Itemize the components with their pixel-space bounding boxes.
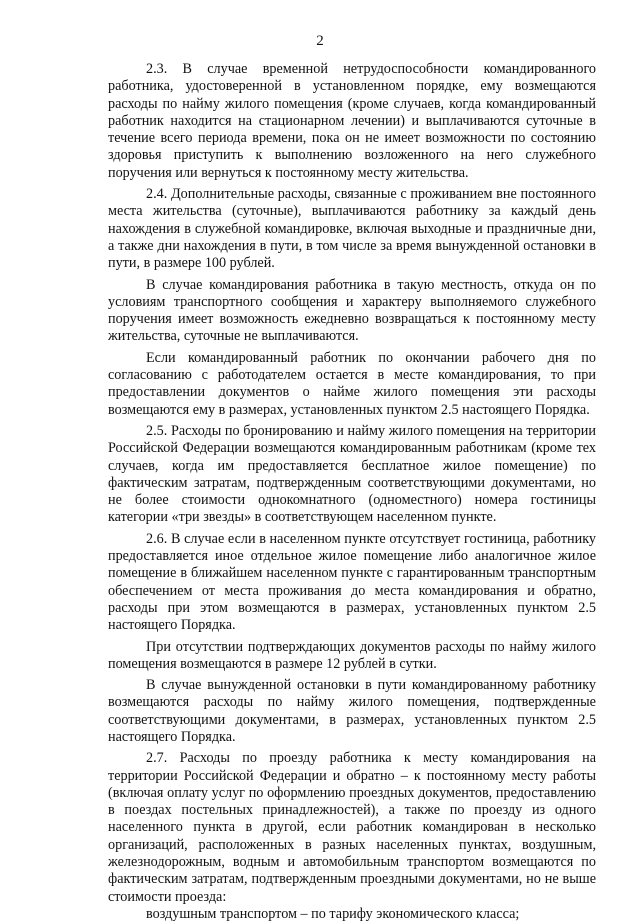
paragraph-2-6: 2.6. В случае если в населенном пункте отсутствует гостиница, работнику предоставляется иное отдельное жилое помещение либо аналогичное жилое помещение в ближайшем населенном пункте с гарантированным транспортным обеспечением от места проживания до места командирования и обратно, расходы при этом возмещаются в размерах, установленных пунктом 2.5 настоящего Порядка. <box>108 530 596 634</box>
paragraph-2-3: 2.3. В случае временной нетрудоспособности командированного работника, удостоверенной в установленном порядке, ему возмещаются расходы по найму жилого помещения (кроме случаев, когда командированный работник находится на стационарном лечении) и выплачиваются суточные в течение всего периода времени, пока он не имеет возможности по состоянию здоровья приступить к выполнению возложенного на него служебного поручения или вернуться к постоянному месту жительства. <box>108 61 596 181</box>
paragraph-2-4-daily-return: В случае командирования работника в такую местность, откуда он по условиям транспортного сообщения и характеру выполняемого служебного поручения имеет возможность ежедневно возвращаться к постоянному месту жительства, суточные не выплачиваются. <box>108 276 596 345</box>
paragraph-2-4: 2.4. Дополнительные расходы, связанные с проживанием вне постоянного места жительства (суточные), выплачиваются работнику за каждый день нахождения в служебной командировке, включая выходные и праздничные дни, а также дни нахождения в пути, в том числе за время вынужденной остановки в пути, в размере 100 рублей. <box>108 186 596 272</box>
document-body <box>108 61 596 923</box>
paragraph-2-6-forced-stop: В случае вынужденной остановки в пути командированному работнику возмещаются расходы по найму жилого помещения, подтвержденные соответствующими документами, в размерах, установленных пунктом 2.5 настоящего Порядка. <box>108 677 596 745</box>
paragraph-2-6-no-documents: При отсутствии подтверждающих документов расходы по найму жилого помещения возмещаются в размере 12 рублей в сутки. <box>108 638 596 672</box>
page-number: 2 <box>316 33 324 49</box>
paragraph-2-7: 2.7. Расходы по проезду работника к месту командирования на территории Российской Федерации и обратно – к постоянному месту работы (включая оплату услуг по оформлению проездных документов, предоставлению в поездах постельных принадлежностей), а также по проезду из одного населенного пункта в другой, если работник командирован в несколько организаций, расположенных в разных населенных пунктах, воздушным, железнодорожным, водным и автомобильным транспортом возмещаются по фактическим затратам, подтвержденным проездными документами, но не выше стоимости проезда: <box>108 750 596 905</box>
paragraph-2-5: 2.5. Расходы по бронированию и найму жилого помещения на территории Российской Федерации возмещаются командированным работникам (кроме тех случаев, когда им предоставляется бесплатное жилое помещение) по фактическим затратам, подтвержденным соответствующими документами, но не более стоимости однокомнатного (одноместного) номера гостиницы категории «три звезды» в соответствующем населенном пункте. <box>108 422 596 526</box>
paragraph-2-7-air-transport: воздушным транспортом – по тарифу экономического класса; <box>146 905 520 922</box>
paragraph-2-4-stay-after-work: Если командированный работник по окончании рабочего дня по согласованию с работодателем остается в месте командирования, то при предоставлении документов о найме жилого помещения эти расходы возмещаются ему в размерах, установленных пунктом 2.5 настоящего Порядка. <box>108 349 596 418</box>
